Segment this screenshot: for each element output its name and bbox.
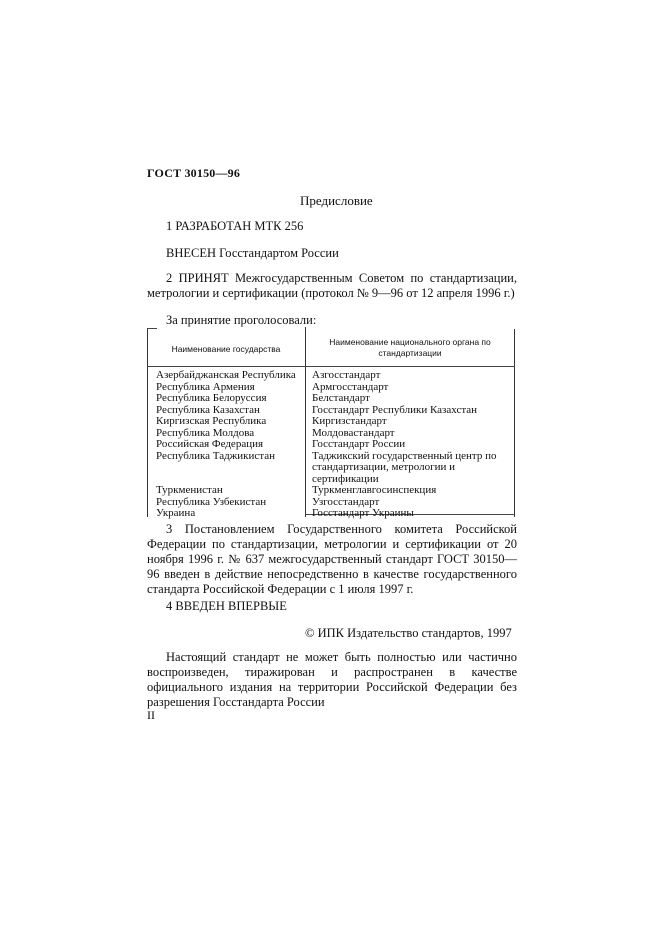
- column-header-state: Наименование государства: [171, 344, 281, 354]
- preface-item-first-introduced: 4 ВВЕДЕН ВПЕРВЫЕ: [166, 599, 287, 613]
- table-cell-org: Армгосстандарт: [312, 380, 389, 393]
- table-cell-state: Республика Таджикистан: [156, 449, 275, 462]
- table-top-border: [147, 328, 157, 329]
- table-cell-org: Госстандарт Украины: [312, 507, 414, 519]
- document-code: ГОСТ 30150—96: [147, 166, 241, 180]
- table-border-right: [514, 329, 515, 517]
- table-cell-org: Киргизстандарт: [312, 415, 387, 427]
- table-cell-org: Белстандарт: [312, 392, 370, 404]
- preface-item-adopted: 2 ПРИНЯТ Межгосударственным Советом по стандартизации, метрологии и сертификации (протокол № 9—96 от 12 апреля 1996 г.): [147, 271, 517, 300]
- table-cell-state: Киргизская Республика: [156, 415, 267, 427]
- table-border-left: [147, 329, 148, 517]
- table-cell-org: Узгосстандарт: [312, 495, 380, 508]
- preface-item-introduced: ВНЕСЕН Госстандартом России: [166, 246, 339, 260]
- table-cell-org: Молдовастандарт: [312, 426, 395, 439]
- table-cell-state: Украина: [156, 507, 196, 519]
- table-cell-org: Туркменглавгосинспекция: [312, 484, 437, 496]
- table-cell-state: Республика Белоруссия: [156, 392, 267, 404]
- votes-intro: За принятие проголосовали:: [166, 313, 317, 327]
- table-header-divider: [147, 366, 515, 367]
- page-number: II: [147, 708, 155, 722]
- table-cell-state: Республика Молдова: [156, 426, 255, 439]
- states-column: [156, 370, 308, 520]
- table-cell-state: Республика Казахстан: [156, 403, 260, 416]
- table-cell-org: Госстандарт России: [312, 438, 406, 450]
- table-cell-state: Республика Армения: [156, 380, 255, 393]
- table-cell-org: Таджикский государственный центр по стандартизации, метрологии и сертификации: [312, 449, 497, 485]
- table-cell-state: Республика Узбекистан: [156, 495, 267, 508]
- voting-table: [147, 327, 515, 517]
- copyright-line: © ИПК Издательство стандартов, 1997: [305, 626, 512, 640]
- table-cell-org: Азгосстандарт: [312, 369, 381, 381]
- table-cell-state: Туркменистан: [156, 484, 223, 496]
- preface-title: Предисловие: [300, 193, 373, 208]
- column-header-org: Наименование национального органа по стандартизации: [329, 337, 491, 358]
- table-cell-state: Азербайджанская Республика: [156, 369, 296, 381]
- table-cell-org: Госстандарт Республики Казахстан: [312, 403, 478, 416]
- table-cell-state: Российская Федерация: [156, 438, 264, 450]
- preface-item-enacted: 3 Постановлением Государственного комитета Российской Федерации по стандартизации, метрологии и сертификации от 20 ноября 1996 г. № 637 межгосударственный стандарт ГОСТ 30150—96 введен в действие непосредственно в качестве государственного стандарта Российской Федерации с 1 июля 1997 г.: [147, 522, 517, 596]
- orgs-column: [312, 370, 512, 520]
- preface-item-developed: 1 РАЗРАБОТАН МТК 256: [166, 219, 304, 233]
- reproduction-notice: Настоящий стандарт не может быть полностью или частично воспроизведен, тиражирован и распространен в качестве официального издания на территории Российской Федерации без разрешения Госстандарта России: [147, 650, 517, 709]
